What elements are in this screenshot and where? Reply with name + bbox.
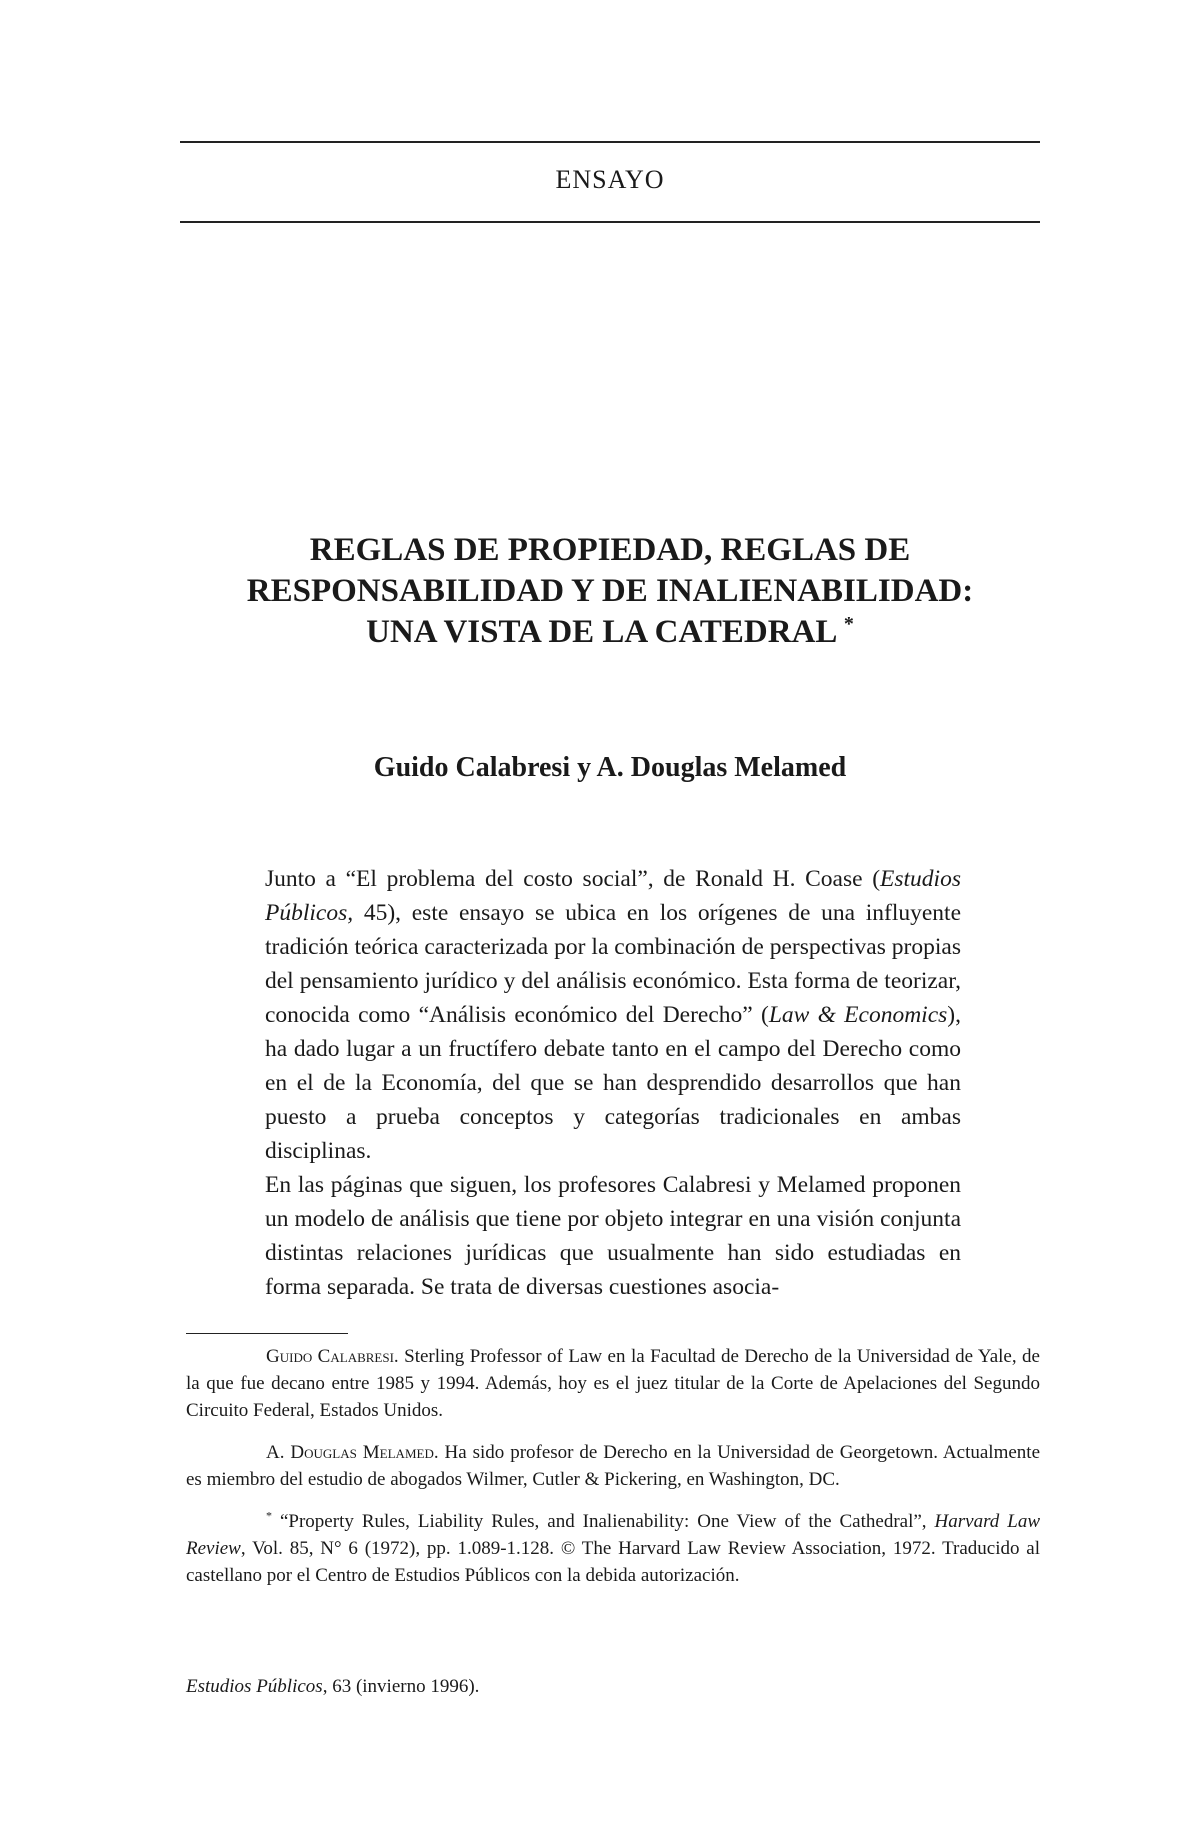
footnote-author-name: Guido Calabresi. <box>266 1346 399 1367</box>
footnote-text: “Property Rules, Liability Rules, and Inalienability: One View of the Cathedral”, <box>272 1511 935 1532</box>
header-bottom-rule <box>180 221 1040 223</box>
title-line: RESPONSABILIDAD Y DE INALIENABILIDAD: <box>246 573 974 609</box>
citation-issue: , 63 (invierno 1996). <box>322 1676 480 1697</box>
abstract-text: ), ha dado lugar a un fructífero debate tanto en el campo del Derecho como en el de la Economía, del que se han desprendido desarrollos que han puesto a prueba conceptos y categorías tradicionales en ambas disciplinas. <box>265 1002 961 1164</box>
title-footnote-mark: * <box>843 613 854 635</box>
footnote-author-name: A. Douglas Melamed. <box>266 1442 439 1463</box>
footnotes <box>186 1343 1040 1604</box>
footnote-melamed <box>186 1439 1040 1493</box>
footnote-separator <box>186 1333 348 1334</box>
title-line <box>180 612 1040 653</box>
abstract-italic: Estudios Públicos, <box>265 866 961 926</box>
footnote-mark: * <box>266 1508 272 1523</box>
footnote-source <box>186 1508 1040 1589</box>
footnote-journal: Harvard Law Review <box>186 1511 1040 1559</box>
article-title <box>180 530 1040 653</box>
footnote-text: Ha sido profesor de Derecho en la Universidad de Georgetown. Actualmente es miembro del estudio de abogados Wilmer, Cutler & Pickering, en Washington, DC. <box>186 1442 1041 1490</box>
article-authors: Guido Calabresi y A. Douglas Melamed <box>373 752 847 783</box>
abstract-italic: Law & Economics <box>768 1002 948 1028</box>
citation-journal: Estudios Públicos <box>186 1676 323 1697</box>
footnote-calabresi <box>186 1343 1040 1424</box>
abstract-paragraph: En las páginas que siguen, los profesores Calabresi y Melamed proponen un modelo de análisis que tiene por objeto integrar en una visión conjunta distintas relaciones jurídicas que usualmente han sido estudiadas en forma separada. Se trata de diversas cuestiones asocia- <box>265 1172 961 1300</box>
section-label: ENSAYO <box>555 165 665 194</box>
abstract-paragraph <box>265 862 961 1168</box>
abstract <box>265 862 961 1304</box>
abstract-text: 45), este ensayo se ubica en los orígenes de una influyente tradición teórica caracterizada por la combinación de perspectivas propias del pensamiento jurídico y del análisis económico. Esta forma de teorizar, conocida como “Análisis económico del Derecho” ( <box>265 900 961 1028</box>
journal-citation <box>186 1676 479 1698</box>
abstract-text: Junto a “El problema del costo social”, de Ronald H. Coase ( <box>265 866 881 892</box>
title-line: REGLAS DE PROPIEDAD, REGLAS DE <box>309 532 911 568</box>
title-line-text: UNA VISTA DE LA CATEDRAL <box>366 614 836 650</box>
footnote-text: Sterling Professor of Law en la Facultad de Derecho de la Universidad de Yale, de la que fue decano entre 1985 y 1994. Además, hoy es el juez titular de la Corte de Apelaciones del Segundo Circuito Federal, Estados Unidos. <box>186 1346 1040 1421</box>
footnote-text: , Vol. 85, N° 6 (1972), pp. 1.089-1.128. © The Harvard Law Review Association, 1972. Traducido al castellano por el Centro de Estudios Públicos con la debida autorización. <box>186 1538 1040 1586</box>
header-top-rule <box>180 141 1040 143</box>
